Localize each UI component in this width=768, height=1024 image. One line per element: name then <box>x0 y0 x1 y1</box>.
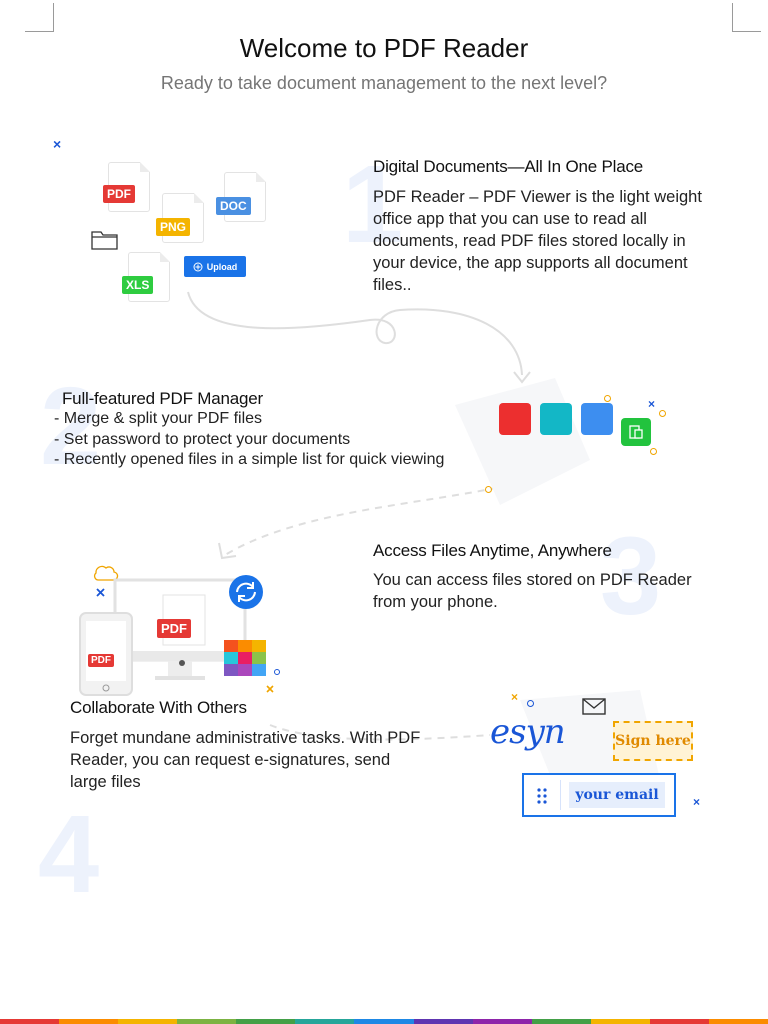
decor-dot <box>485 486 492 493</box>
blue-app-tile <box>581 403 613 435</box>
envelope-icon <box>582 698 606 715</box>
section-4-line: Forget mundane administrative tasks. With PDF <box>70 729 421 747</box>
connector-curve-1 <box>188 292 522 375</box>
upload-button <box>184 256 246 277</box>
section-4-line: large files <box>70 773 141 791</box>
teal-app-tile <box>540 403 572 435</box>
decor-x-icon: × <box>693 795 701 809</box>
monitor-pdf-tag: PDF <box>157 619 191 638</box>
section-number-2: 2 <box>40 365 102 488</box>
png-file-tag: PNG <box>156 218 190 236</box>
spreadsheet-app-tile <box>621 418 651 446</box>
section-1-line: files.. <box>373 276 412 294</box>
your-email-field <box>569 782 665 808</box>
doc-file-tag: DOC <box>216 197 251 215</box>
decor-dot <box>650 448 657 455</box>
decor-dot <box>604 395 611 402</box>
decor-x-icon <box>97 589 104 596</box>
your-email-label: your email <box>575 787 659 803</box>
sign-here-box <box>613 721 693 761</box>
grid-dots-icon <box>524 775 560 815</box>
bottom-color-strip <box>0 1019 768 1024</box>
xls-file-tag: XLS <box>122 276 153 294</box>
section-2-heading: Full-featured PDF Manager <box>62 389 263 408</box>
pdf-file-tag: PDF <box>103 185 135 203</box>
section-4-body <box>70 727 450 793</box>
section-2-line: - Recently opened files in a simple list for quick viewing <box>54 451 445 468</box>
sign-here-label: Sign here <box>615 733 691 749</box>
section-2-body <box>54 409 494 471</box>
folder-icon <box>91 229 119 251</box>
section-4-heading: Collaborate With Others <box>70 698 247 717</box>
decor-dot <box>659 410 666 417</box>
decor-x-icon: × <box>53 136 62 152</box>
section-1-heading: Digital Documents—All In One Place <box>373 157 644 176</box>
section-number-1: 1 <box>342 143 404 266</box>
phone-pdf-tag: PDF <box>88 654 114 667</box>
signature-scribble: esyn <box>490 712 565 752</box>
section-1-line: office app that you can use to read all <box>373 210 647 228</box>
monitor-foot <box>155 676 205 680</box>
section-3-heading: Access Files Anytime, Anywhere <box>373 541 612 560</box>
section-3-line: from your phone. <box>373 593 498 611</box>
decor-x-icon: × <box>648 397 656 411</box>
upload-plus-icon <box>193 262 203 272</box>
page-title: Welcome to PDF Reader <box>239 33 529 63</box>
section-4-line: Reader, you can request e-signatures, send <box>70 751 391 769</box>
cloud-icon <box>95 566 118 580</box>
spreadsheet-icon <box>621 418 651 446</box>
section-number-4: 4 <box>38 793 100 916</box>
upload-label: Upload <box>206 261 238 272</box>
section-number-3: 3 <box>600 515 662 638</box>
section-1-line: your device, the app supports all document <box>373 254 688 272</box>
red-app-tile <box>499 403 531 435</box>
section-2-line: - Merge & split your PDF files <box>54 410 263 427</box>
phone-screen <box>86 621 126 681</box>
section-1-line: PDF Reader – PDF Viewer is the light weight <box>373 188 702 206</box>
monitor-power-dot <box>179 660 185 666</box>
decor-dot <box>527 700 534 707</box>
sync-icon <box>229 575 263 609</box>
page-subtitle: Ready to take document management to the next level? <box>160 73 608 93</box>
section-3-line: You can access files stored on PDF Reader <box>373 571 692 589</box>
email-field-card <box>522 773 676 817</box>
section-2-line: - Set password to protect your documents <box>54 430 351 448</box>
section-1-line: documents, read PDF files stored locally in <box>373 232 686 250</box>
decor-x-icon: × <box>511 690 519 704</box>
section-3-body <box>373 569 733 613</box>
section-1-body <box>373 186 733 296</box>
